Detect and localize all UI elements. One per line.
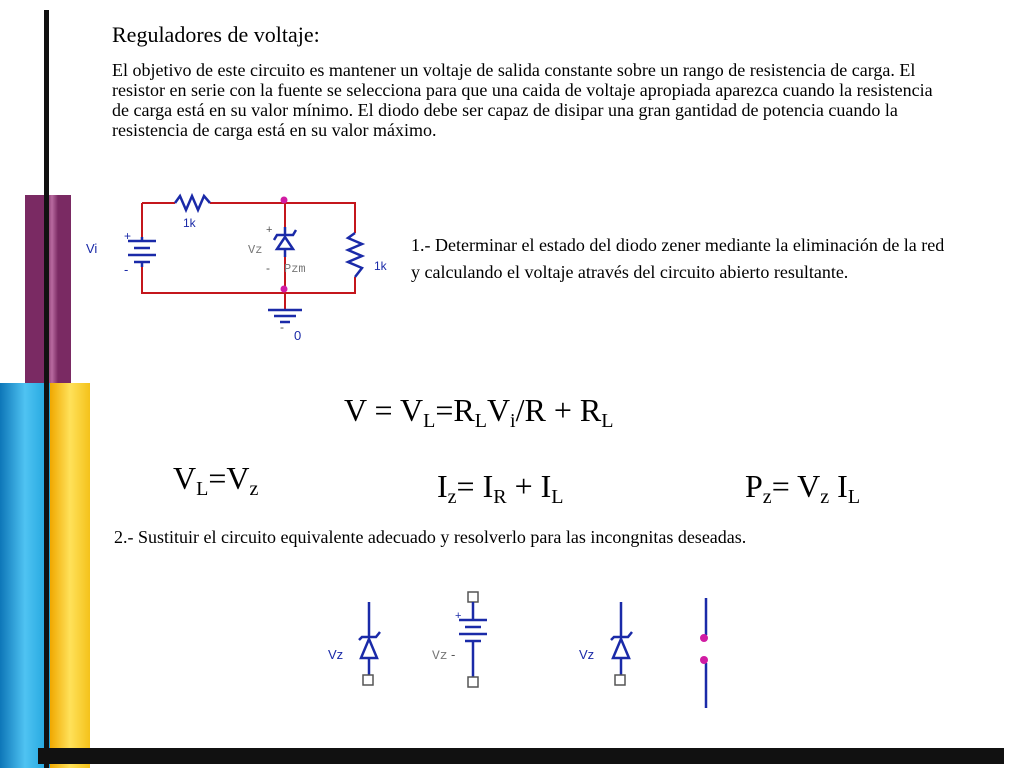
equivalent-battery xyxy=(459,592,487,687)
step-2-text: 2.- Sustituir el circuito equivalente adecuado y resolverlo para las incongnitas deseadas. xyxy=(114,527,747,547)
yellow-bar xyxy=(50,383,90,768)
page-title: Reguladores de voltaje: xyxy=(112,22,320,47)
ground-label: 0 xyxy=(294,328,302,343)
ground-symbol xyxy=(268,310,302,322)
ground-minus: - xyxy=(280,320,284,334)
zener-diode xyxy=(274,227,296,257)
zener-power: Pzm xyxy=(284,262,306,276)
equation-main: $V = V_L=R_LV_i/R + R_L$ xyxy=(344,392,614,432)
equivalent-zener-1-label: Vz xyxy=(328,647,344,662)
blue-bar xyxy=(0,383,50,768)
equivalent-battery-minus: - xyxy=(451,647,456,662)
source-battery xyxy=(128,237,156,267)
intro-paragraph: El objetivo de este circuito es mantener un voltaje de salida constante sobre un rango de resistencia de carga. El resistor en serie con la fuente se selecciona para que una caida de voltaje apropiada aparezca cuando la resistencia de carga está en su valor mínimo. El diodo debe ser capaz de disipar una gran gantidad de potencia cuando la resistencia de carga está en su valor máximo. xyxy=(112,60,933,140)
load-resistor xyxy=(348,233,362,277)
equation-pz: $P_z= V_z$ $I_L$ xyxy=(745,468,861,508)
source-minus: - xyxy=(124,262,129,277)
equivalent-battery-plus: + xyxy=(455,610,462,622)
source-label: Vi xyxy=(86,241,98,256)
equation-vl: $V_L=V_z$ xyxy=(173,460,259,500)
zener-minus: - xyxy=(266,261,270,275)
step-1-text: 1.- Determinar el estado del diodo zener mediante la eliminación de la red y calculando el voltaje através del circuito abierto resultante. xyxy=(411,235,945,282)
equation-iz: $I_z= I_R + I_L$ xyxy=(437,468,564,508)
open-circuit-node-bottom xyxy=(700,656,708,664)
regulator-circuit xyxy=(80,185,410,350)
equivalent-zener-2 xyxy=(611,602,632,685)
bottom-node xyxy=(281,286,288,293)
top-node xyxy=(281,197,288,204)
equivalent-zener-1 xyxy=(359,602,380,685)
equivalent-zener-2-label: Vz xyxy=(579,647,595,662)
source-plus: + xyxy=(124,229,132,243)
series-resistor xyxy=(175,196,210,210)
zener-label: Vz xyxy=(248,243,263,257)
open-circuit-node-top xyxy=(700,634,708,642)
equivalent-battery-label: Vz xyxy=(432,648,448,663)
load-resistor-value: 1k xyxy=(374,259,387,273)
vertical-black-line xyxy=(44,10,49,768)
zener-plus: + xyxy=(266,224,273,236)
series-resistor-value: 1k xyxy=(183,216,196,230)
equivalent-circuits xyxy=(320,590,720,710)
bottom-black-bar xyxy=(38,748,1004,764)
